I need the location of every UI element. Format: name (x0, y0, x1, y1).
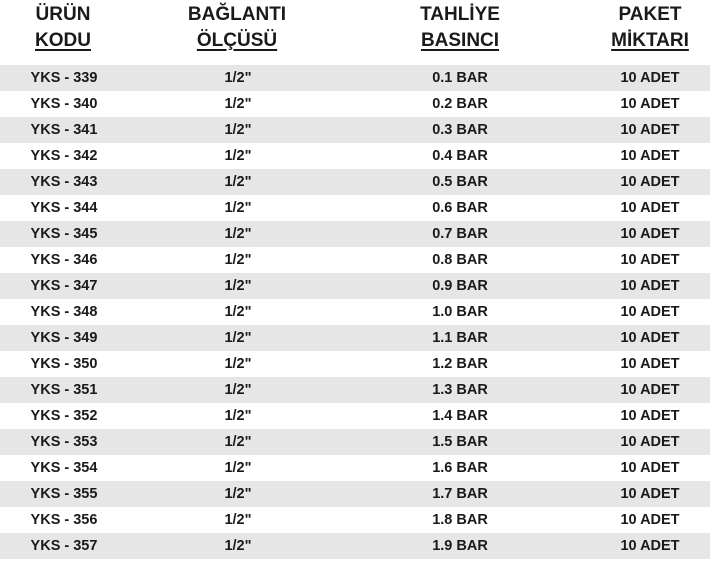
header-connection-size-line2: ÖLÇÜSÜ (196, 30, 278, 51)
header-product-code-line2: KODU (35, 30, 91, 51)
cell-connection-size: 1/2" (224, 512, 252, 528)
cell-package-quantity: 10 ADET (620, 356, 680, 372)
cell-package-quantity: 10 ADET (620, 330, 680, 346)
header-product-code (18, 2, 108, 54)
table-row (0, 299, 710, 325)
cell-discharge-pressure: 0.6 BAR (432, 200, 488, 216)
header-discharge-pressure (400, 2, 520, 54)
cell-connection-size: 1/2" (224, 174, 252, 190)
cell-package-quantity: 10 ADET (620, 96, 680, 112)
table-row (0, 351, 710, 377)
cell-product-code: YKS - 350 (30, 356, 98, 372)
cell-discharge-pressure: 1.7 BAR (432, 486, 488, 502)
cell-product-code: YKS - 355 (30, 486, 98, 502)
table-row (0, 533, 710, 559)
header-package-quantity-line2: MİKTARI (611, 30, 689, 51)
header-package-quantity-line1: PAKET (618, 4, 682, 25)
cell-discharge-pressure: 0.9 BAR (432, 278, 488, 294)
cell-product-code: YKS - 344 (30, 200, 98, 216)
cell-product-code: YKS - 341 (30, 122, 98, 138)
cell-discharge-pressure: 1.1 BAR (432, 330, 488, 346)
table-row (0, 403, 710, 429)
cell-product-code: YKS - 340 (30, 96, 98, 112)
cell-product-code: YKS - 354 (30, 460, 98, 476)
cell-package-quantity: 10 ADET (620, 122, 680, 138)
table-row (0, 143, 710, 169)
table-row (0, 325, 710, 351)
table-body (0, 65, 710, 559)
cell-product-code: YKS - 347 (30, 278, 98, 294)
table-row (0, 65, 710, 91)
table-row (0, 273, 710, 299)
cell-connection-size: 1/2" (224, 200, 252, 216)
table-row (0, 91, 710, 117)
table-row (0, 221, 710, 247)
cell-discharge-pressure: 1.5 BAR (432, 434, 488, 450)
cell-package-quantity: 10 ADET (620, 70, 680, 86)
cell-package-quantity: 10 ADET (620, 278, 680, 294)
cell-package-quantity: 10 ADET (620, 174, 680, 190)
cell-product-code: YKS - 353 (30, 434, 98, 450)
cell-package-quantity: 10 ADET (620, 512, 680, 528)
cell-connection-size: 1/2" (224, 330, 252, 346)
cell-package-quantity: 10 ADET (620, 408, 680, 424)
table-header (0, 0, 710, 62)
table-row (0, 247, 710, 273)
cell-package-quantity: 10 ADET (620, 382, 680, 398)
table-row (0, 195, 710, 221)
cell-discharge-pressure: 0.2 BAR (432, 96, 488, 112)
header-connection-size (172, 2, 302, 54)
cell-connection-size: 1/2" (224, 70, 252, 86)
cell-discharge-pressure: 0.7 BAR (432, 226, 488, 242)
cell-connection-size: 1/2" (224, 122, 252, 138)
table-row (0, 507, 710, 533)
cell-package-quantity: 10 ADET (620, 486, 680, 502)
cell-connection-size: 1/2" (224, 434, 252, 450)
cell-product-code: YKS - 343 (30, 174, 98, 190)
cell-package-quantity: 10 ADET (620, 226, 680, 242)
cell-discharge-pressure: 0.8 BAR (432, 252, 488, 268)
cell-connection-size: 1/2" (224, 252, 252, 268)
cell-product-code: YKS - 357 (30, 538, 98, 554)
cell-discharge-pressure: 1.8 BAR (432, 512, 488, 528)
cell-product-code: YKS - 352 (30, 408, 98, 424)
header-package-quantity (600, 2, 700, 54)
cell-package-quantity: 10 ADET (620, 200, 680, 216)
cell-connection-size: 1/2" (224, 226, 252, 242)
header-discharge-pressure-line2: BASINCI (420, 30, 500, 51)
cell-connection-size: 1/2" (224, 382, 252, 398)
table-row (0, 169, 710, 195)
cell-discharge-pressure: 1.2 BAR (432, 356, 488, 372)
cell-discharge-pressure: 0.5 BAR (432, 174, 488, 190)
cell-connection-size: 1/2" (224, 96, 252, 112)
table-row (0, 377, 710, 403)
cell-connection-size: 1/2" (224, 538, 252, 554)
cell-product-code: YKS - 356 (30, 512, 98, 528)
cell-discharge-pressure: 0.1 BAR (432, 70, 488, 86)
cell-connection-size: 1/2" (224, 304, 252, 320)
cell-product-code: YKS - 342 (30, 148, 98, 164)
cell-discharge-pressure: 1.4 BAR (432, 408, 488, 424)
header-discharge-pressure-line1: TAHLİYE (420, 4, 500, 25)
header-connection-size-line1: BAĞLANTI (187, 4, 287, 25)
cell-connection-size: 1/2" (224, 148, 252, 164)
cell-discharge-pressure: 1.3 BAR (432, 382, 488, 398)
cell-package-quantity: 10 ADET (620, 304, 680, 320)
cell-package-quantity: 10 ADET (620, 460, 680, 476)
cell-product-code: YKS - 349 (30, 330, 98, 346)
cell-connection-size: 1/2" (224, 408, 252, 424)
cell-discharge-pressure: 1.0 BAR (432, 304, 488, 320)
table-row (0, 117, 710, 143)
cell-discharge-pressure: 0.3 BAR (432, 122, 488, 138)
cell-product-code: YKS - 348 (30, 304, 98, 320)
cell-discharge-pressure: 1.6 BAR (432, 460, 488, 476)
cell-discharge-pressure: 1.9 BAR (432, 538, 488, 554)
cell-product-code: YKS - 346 (30, 252, 98, 268)
cell-connection-size: 1/2" (224, 278, 252, 294)
cell-discharge-pressure: 0.4 BAR (432, 148, 488, 164)
cell-package-quantity: 10 ADET (620, 538, 680, 554)
cell-package-quantity: 10 ADET (620, 434, 680, 450)
table-row (0, 481, 710, 507)
header-product-code-line1: ÜRÜN (35, 4, 91, 25)
cell-product-code: YKS - 339 (30, 70, 98, 86)
cell-connection-size: 1/2" (224, 460, 252, 476)
table-row (0, 429, 710, 455)
cell-package-quantity: 10 ADET (620, 148, 680, 164)
cell-product-code: YKS - 351 (30, 382, 98, 398)
table-row (0, 455, 710, 481)
cell-package-quantity: 10 ADET (620, 252, 680, 268)
cell-connection-size: 1/2" (224, 486, 252, 502)
cell-product-code: YKS - 345 (30, 226, 98, 242)
cell-connection-size: 1/2" (224, 356, 252, 372)
